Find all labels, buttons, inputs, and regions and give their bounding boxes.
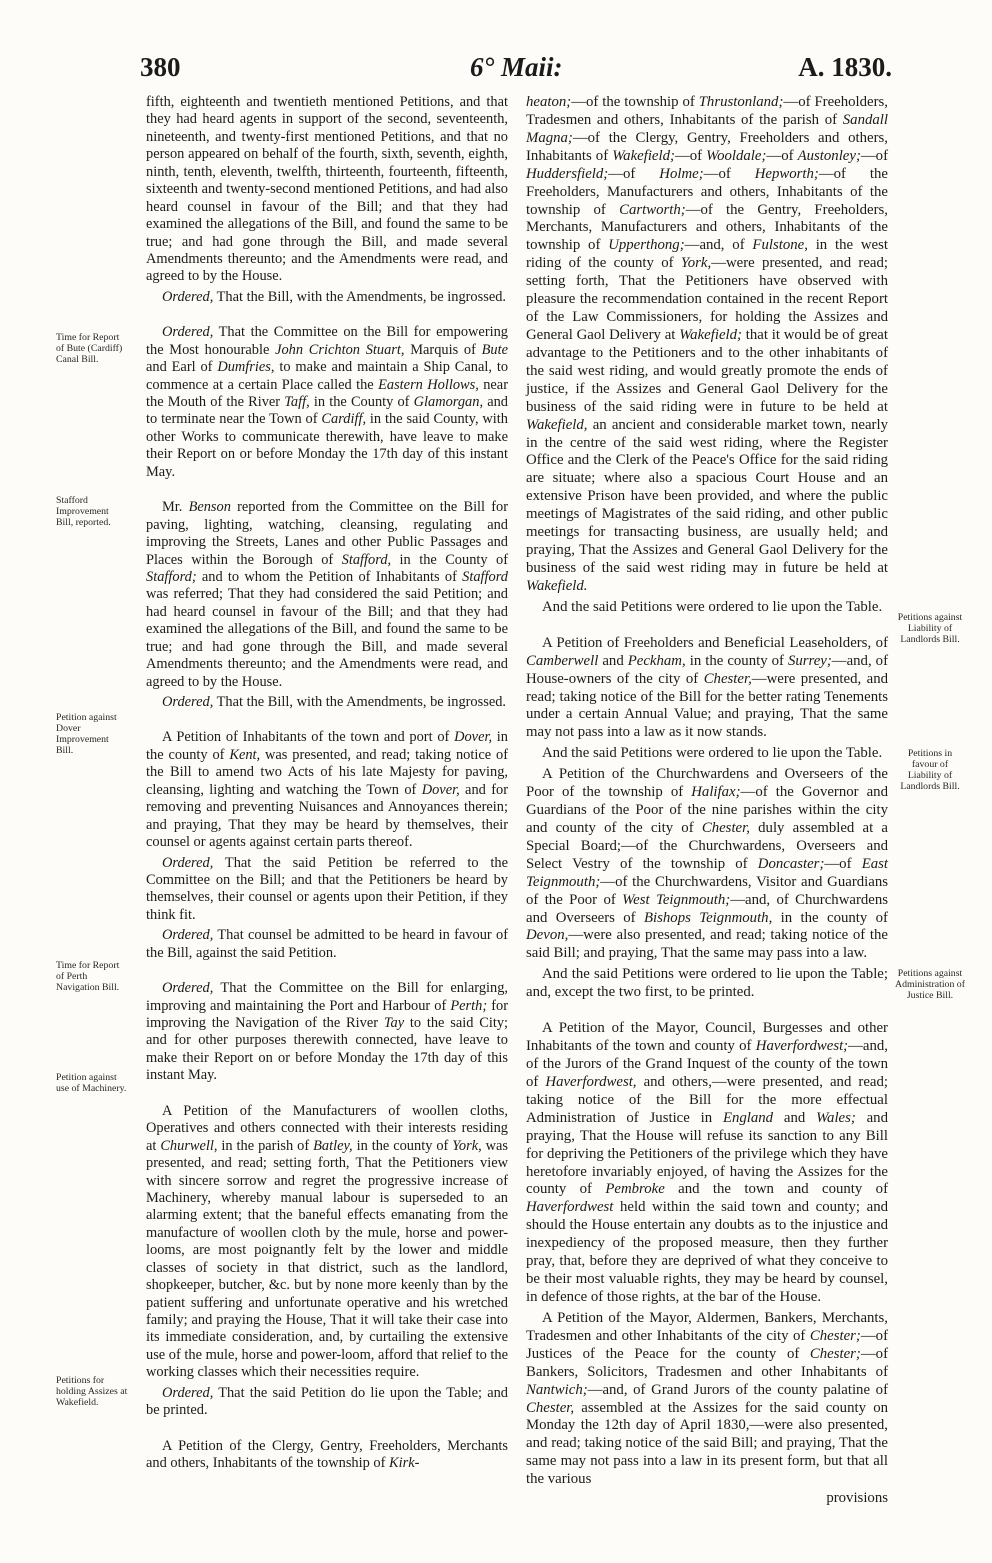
- italic-text: Wakefield.: [526, 577, 588, 594]
- text-run: —of the township of: [571, 94, 699, 110]
- italic-text: Dumfries,: [217, 359, 275, 376]
- italic-text: Stafford,: [341, 551, 392, 568]
- text-run: in the County of: [391, 551, 509, 568]
- italic-text: Nantwich;: [526, 1381, 588, 1398]
- italic-text: Halifax;: [691, 784, 741, 801]
- italic-text: Eastern Hollows,: [378, 376, 479, 393]
- text-run: That the Bill, with the Amendments, be ingrossed.: [213, 288, 507, 305]
- text-run: A Petition of the Mayor, Aldermen, Bankers, Merchants, Tradesmen and other Inhabitants of the city of: [526, 1309, 888, 1344]
- text-run: —of: [608, 165, 660, 182]
- paragraph: [526, 766, 888, 963]
- text-run: —of: [703, 165, 755, 182]
- italic-text: Cartworth;: [619, 201, 686, 218]
- italic-text: Austonley;: [797, 147, 861, 164]
- italic-text: Holme;: [659, 165, 704, 182]
- text-run: That the Committee on the Bill for empowering the Most honourable: [146, 324, 508, 358]
- italic-text: heaton;: [526, 94, 572, 110]
- italic-text: York,: [452, 1137, 482, 1154]
- italic-text: Wales;: [816, 1109, 856, 1126]
- paragraph: [146, 499, 508, 691]
- text-run: was presented, and read; taking notice of the Bill to amend two Acts of his late Majesty for paving, cleansing, lighting and watching the Town of: [146, 746, 508, 798]
- text-run: in the County of: [309, 394, 414, 410]
- italic-text: Peckham,: [627, 652, 686, 669]
- italic-text: Cardiff,: [321, 411, 367, 428]
- italic-text: Bishops Teignmouth,: [644, 909, 773, 926]
- italic-text: Dover,: [454, 729, 493, 746]
- italic-text: Ordered,: [162, 1384, 214, 1401]
- italic-text: Haverfordwest,: [545, 1073, 637, 1090]
- margin-note: Petition against use of Machinery.: [56, 1072, 127, 1094]
- text-run: —of: [766, 147, 798, 164]
- paragraph: [146, 855, 508, 925]
- italic-text: Sandall Magna;: [526, 111, 888, 146]
- text-run: That the said Petition be referred to the Committee on the Bill; and that the Petitioners be heard by themselves, their counsel or agents upon their Petition, if they think fit.: [146, 854, 508, 923]
- text-run: —and, of Grand Jurors of the county palatine of: [587, 1381, 888, 1398]
- italic-text: Haverfordwest;: [755, 1038, 849, 1055]
- text-run: —of Freeholders, Tradesmen and others, Inhabitants of the parish of: [526, 94, 888, 128]
- text-run: and praying, That the House will refuse its sanction to any Bill for depriving the Petitioners of the privilege which they have heretofore invariably enjoyed, of having the Assizes for the county of: [526, 1109, 888, 1198]
- text-run: in the county of: [685, 652, 788, 669]
- italic-text: Thrustonland;: [698, 94, 784, 110]
- margin-note: Petitions for holding Assizes at Wakefield.: [56, 1375, 128, 1408]
- italic-text: Stafford;: [146, 568, 197, 585]
- paragraph: [146, 729, 508, 851]
- margin-note: Time for Report of Perth Navigation Bill.: [56, 960, 120, 993]
- italic-text: England: [722, 1109, 774, 1126]
- margin-note: Petition against Dover Improvement Bill.: [56, 712, 117, 756]
- italic-text: Wakefield;: [612, 147, 675, 164]
- italic-text: Batley,: [313, 1137, 353, 1154]
- italic-text: Wakefield,: [526, 416, 588, 433]
- text-run: —of the Governor and Guardians of the Poor of the nine parishes within the city and county of the city of: [526, 784, 888, 836]
- paragraph: [526, 1310, 888, 1489]
- italic-text: Doncaster;: [757, 855, 825, 872]
- italic-text: Stafford: [462, 568, 508, 585]
- italic-text: Fulstone,: [752, 237, 808, 254]
- italic-text: East Teignmouth;: [526, 855, 888, 890]
- paragraph: [526, 1490, 888, 1508]
- paragraph: [146, 694, 508, 711]
- page-header: [140, 52, 892, 92]
- paragraph: [146, 980, 508, 1085]
- paragraph: [526, 635, 888, 743]
- italic-text: Pembroke: [605, 1181, 665, 1198]
- italic-text: Chester,: [703, 670, 752, 687]
- italic-text: Churwell,: [160, 1137, 218, 1154]
- text-run: and for removing and preventing Nuisances and Annoyances therein; and praying, That they may be heard by themselves, their counsel or agents against certain parts thereof.: [146, 781, 508, 851]
- text-run: —of: [860, 147, 888, 164]
- text-run: held within the said town and county; and should the House entertain any doubts as to the injustice and inexpediency of the proposed measure, then they further pray, that, before they are deprived of what they conceive to be their most valuable rights, they may be heard by counsel, in defence of those rights, at the bar of the House.: [526, 1199, 888, 1305]
- italic-text: Ordered,: [162, 694, 214, 710]
- page-number: 380: [140, 52, 181, 82]
- text-run: —of: [674, 147, 707, 164]
- text-run: in the county of: [772, 909, 888, 926]
- paragraph: [146, 1103, 508, 1382]
- paragraph: [146, 927, 508, 962]
- text-run: provisions: [826, 1490, 888, 1507]
- text-run: —of Bankers, Solicitors, Tradesmen and other Inhabitants of: [526, 1345, 888, 1380]
- text-run: A Petition of the Mayor, Council, Burgesses and other Inhabitants of the town and county of: [526, 1020, 888, 1055]
- paragraph: [526, 599, 888, 617]
- italic-text: Chester,: [701, 819, 750, 836]
- text-run: was presented, and read; setting forth, That the Petitioners view with sincere sorrow and regret the progressive increase of Machinery, whereby manual labour is superseded to an alarming extent; that the baneful effects emanating from the manufacture of woollen cloth by the mule, horse and power-looms, are most poignantly felt by the lower and middle classes of society in that district, such as the landlord, shopkeeper, butcher, &c. but by none more keenly than by the patient suffering and unfortunate operative and his wretched family; and praying the House, That it will take their case into its immediate consideration, and, by curtailing the extensive use of the mule, horse and power-loom, afford that relief to the working classes which their necessities require.: [146, 1137, 509, 1381]
- italic-text: Benson: [188, 499, 231, 516]
- text-run: and Earl of: [146, 359, 218, 376]
- text-run: —of: [824, 855, 862, 872]
- italic-text: Chester;: [809, 1327, 861, 1344]
- text-run: —and, of Churchwardens and Overseers of: [526, 891, 889, 926]
- text-run: A Petition of Inhabitants of the town and port of: [162, 729, 455, 746]
- italic-text: Hepworth;: [754, 165, 819, 182]
- italic-text: Chester,: [526, 1399, 575, 1416]
- paragraph: [146, 324, 508, 481]
- italic-text: Ordered,: [162, 980, 214, 997]
- paragraph: [526, 966, 888, 1002]
- text-run: to the said City; and for other purposes therewith connected, have leave to make their Report on or before Monday the 17th day of this instant May.: [146, 1015, 509, 1084]
- text-run: assembled at the Assizes for the said county on Monday the 12th day of April 1830,—were also presented, and read; taking notice of the said Bill; and praying, That the same may not pass into a law in its present form, but that all the various: [526, 1399, 888, 1488]
- italic-text: Devon,: [526, 927, 569, 944]
- right-column: [526, 94, 888, 1511]
- text-run: And the said Petitions were ordered to lie upon the Table.: [542, 598, 883, 615]
- text-run: —of the Gentry, Freeholders, Merchants, Manufacturers and others, Inhabitants of the township of: [526, 201, 888, 254]
- text-run: near the Mouth of the River: [146, 376, 508, 410]
- margin-note: Time for Report of Bute (Cardiff) Canal Bill.: [56, 332, 123, 365]
- italic-text: West Teignmouth;: [622, 891, 731, 908]
- paragraph: [526, 745, 888, 763]
- text-run: in the county of: [146, 729, 509, 763]
- text-run: —of the Churchwardens, Visitor and Guardians of the Poor of: [526, 873, 888, 908]
- italic-text: York,: [680, 255, 712, 272]
- paragraph: [146, 1385, 508, 1420]
- italic-text: Dover,: [421, 781, 460, 798]
- italic-text: Taff,: [284, 394, 310, 410]
- text-run: and to whom the Petition of Inhabitants of: [196, 568, 463, 585]
- text-run: and the town and county of: [664, 1181, 888, 1198]
- paragraph: [146, 289, 508, 306]
- left-column: [146, 94, 508, 1476]
- text-run: And the said Petitions were ordered to lie upon the Table.: [542, 745, 883, 762]
- text-run: —were presented, and read; setting forth, That the Petitioners have observed with pleasure the recommendation contained in the recent Report of the Law Commissioners, for holding the Assizes and General Gaol Delivery at: [526, 255, 888, 343]
- text-run: That counsel be admitted to be heard in favour of the Bill, against the said Petition.: [146, 927, 508, 961]
- text-run: and: [773, 1109, 817, 1126]
- page-year: A. 1830.: [798, 52, 892, 82]
- margin-note: Petitions in favour of Liability of Landlords Bill.: [900, 748, 960, 792]
- italic-text: Surrey;: [787, 652, 832, 669]
- text-run: and others,—were presented, and read; taking notice of the Bill for the more effectual Administration of Justice in: [526, 1073, 888, 1126]
- italic-text: Tay: [383, 1015, 405, 1031]
- italic-text: Ordered,: [162, 927, 214, 944]
- italic-text: Haverfordwest: [526, 1199, 614, 1216]
- text-run: That the Bill, with the Amendments, be ingrossed.: [213, 694, 507, 710]
- text-run: was referred; That they had considered the said Petition; and had heard counsel in favour of the Bill; and that they had examined the allegations of the Bill, and found the same to be true; and had gone through the Bill, and made several Amendments thereunto; and the Amendments were read, and agreed to by the House.: [146, 586, 508, 690]
- paragraph: [526, 94, 888, 596]
- italic-text: Chester;: [809, 1345, 861, 1362]
- text-run: Marquis of: [404, 341, 482, 358]
- text-run: an ancient and considerable market town, nearly in the centre of the said west riding, where the Register Office and the Clerk of the Peace's Office for the said riding are situate; where also a spacious Court House and an extensive Prison have been provided, and where the public meetings of Magistrates of the said riding, and other public meetings for transacting business, are usually held; and praying, That the Assizes and General Gaol Delivery for the business of the said west riding may in future be held at: [526, 416, 888, 576]
- text-run: —and, of the Jurors of the Grand Inquest of the county of the town of: [526, 1038, 888, 1090]
- text-run: That the said Petition do lie upon the Table; and be printed.: [146, 1384, 508, 1419]
- italic-text: Camberwell: [526, 652, 599, 669]
- italic-text: Upperthong;: [608, 237, 685, 254]
- text-run: in the west riding of the county of: [526, 237, 888, 272]
- paragraph: [146, 94, 508, 286]
- text-run: reported from the Committee on the Bill for paving, lighting, watching, cleansing, regulating and improving the Streets, Lanes and other Public Passages and Places within the Borough of: [146, 499, 508, 568]
- text-run: and to terminate near the Town of: [146, 394, 508, 428]
- text-run: and: [598, 652, 628, 669]
- text-run: A Petition of the Manufacturers of woollen cloths, Operatives and others connected with their interests residing at: [146, 1102, 508, 1154]
- italic-text: Kirk-: [389, 1455, 420, 1472]
- italic-text: Kent,: [229, 746, 261, 763]
- text-run: A Petition of the Clergy, Gentry, Freeholders, Merchants and others, Inhabitants of the township of: [146, 1437, 508, 1472]
- text-run: fifth, eighteenth and twentieth mentioned Petitions, and that they had heard agents in support of the second, seventeenth, nineteenth, and twenty-first mentioned Petitions, and that no person appeared on behalf of the fourth, sixth, seventh, eighth, ninth, tenth, eleventh, twelfth, thirteenth, fourteenth, fifteenth, sixteenth and twenty-second mentioned Petitions, and had also heard counsel in favour of the Bill; and that they had examined the allegations of the Bill, and found the same to be true; and had gone through the Bill, and made several Amendments thereunto; and the Amendments were read, and agreed to by the House.: [146, 94, 508, 285]
- text-run: Mr.: [162, 499, 189, 516]
- text-run: —of the Freeholders, Manufacturers and others, Inhabitants of the township of: [526, 165, 888, 218]
- text-run: in the county of: [352, 1137, 453, 1154]
- text-run: in the said County, with other Works to communicate therewith, have leave to make their Report on or before Monday the 17th day of this instant May.: [146, 411, 508, 480]
- text-run: —were also presented, and read; taking notice of the said Bill; and praying, That the same may pass into a law.: [526, 927, 888, 962]
- text-run: —of Justices of the Peace for the county of: [526, 1327, 888, 1362]
- page-date: 6° Maii:: [470, 52, 563, 82]
- italic-text: Ordered,: [162, 324, 214, 341]
- italic-text: Bute: [481, 341, 508, 358]
- text-run: that it would be of great advantage to the Petitioners and to the other inhabitants of the said west riding, and would greatly promote the ends of justice, if the Assizes and General Gaol Delivery for the business of the said riding were in future to be held at: [526, 326, 888, 415]
- italic-text: Wakefield;: [679, 326, 742, 343]
- paragraph: [526, 1020, 888, 1307]
- italic-text: Ordered,: [162, 854, 214, 871]
- italic-text: Glamorgan,: [413, 394, 484, 410]
- margin-note: Stafford Improvement Bill, reported.: [56, 495, 111, 528]
- italic-text: Ordered,: [162, 288, 214, 305]
- text-run: A Petition of the Churchwardens and Overseers of the Poor of the township of: [526, 766, 888, 801]
- text-run: to make and maintain a Ship Canal, to commence at a certain Place called the: [146, 359, 509, 393]
- text-run: That the Committee on the Bill for enlarging, improving and maintaining the Port and Harbour of: [146, 980, 508, 1014]
- text-run: —and, of: [684, 237, 753, 254]
- italic-text: Huddersfield;: [526, 165, 609, 182]
- text-run: —were presented, and read; taking notice of the Bill for the better rating Tenements under a certain Annual Value; and praying, That the same may not pass into a law as it now stands.: [526, 670, 889, 741]
- text-run: A Petition of Freeholders and Beneficial Leaseholders, of: [542, 634, 888, 651]
- text-run: And the said Petitions were ordered to lie upon the Table; and, except the two first, to be printed.: [526, 966, 888, 1001]
- paragraph: [146, 1438, 508, 1473]
- text-run: in the parish of: [217, 1137, 314, 1154]
- text-run: —and, of House-owners of the city of: [526, 652, 889, 687]
- margin-note: Petitions against Liability of Landlords Bill.: [897, 612, 963, 645]
- italic-text: Wooldale;: [706, 147, 767, 164]
- margin-note: Petitions against Administration of Justice Bill.: [895, 968, 965, 1001]
- text-run: duly assembled at a Special Board;—of the Churchwardens, Overseers and Select Vestry of the township of: [526, 819, 888, 872]
- text-run: for improving the Navigation of the River: [146, 997, 508, 1031]
- italic-text: John Crichton Stuart,: [275, 341, 405, 358]
- text-run: —of the Clergy, Gentry, Freeholders and others, Inhabitants of: [526, 129, 888, 164]
- italic-text: Perth;: [450, 997, 488, 1014]
